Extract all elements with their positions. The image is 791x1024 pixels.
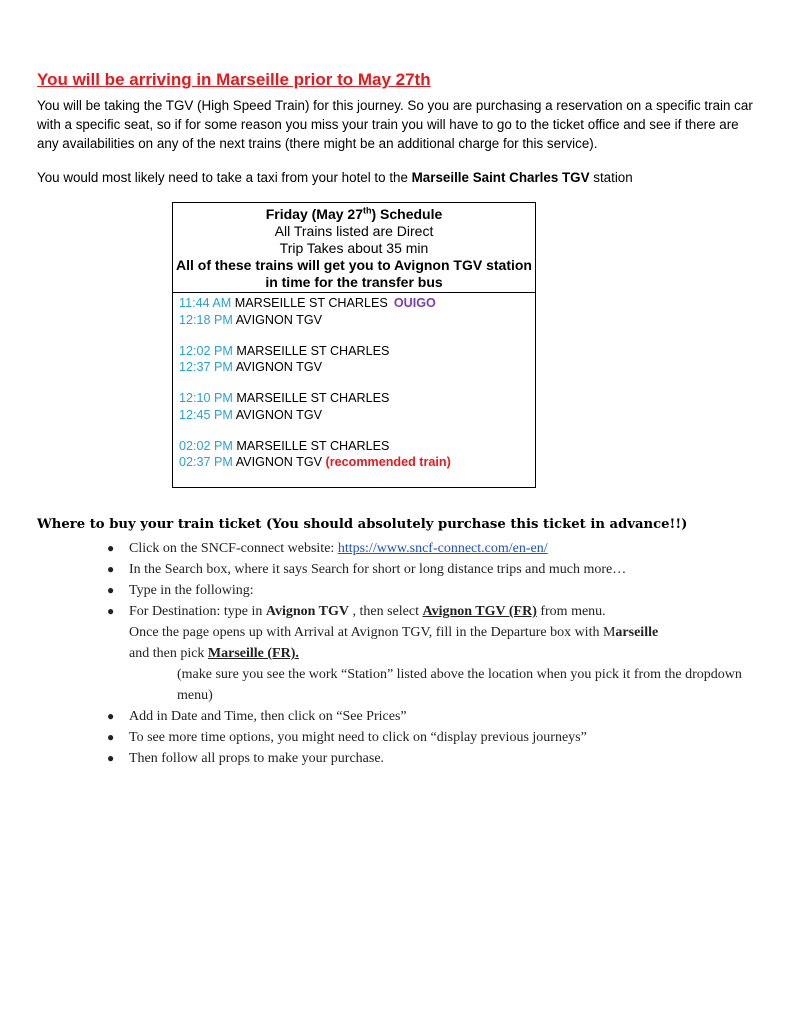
schedule-day-heading: Friday (May 27th) Schedule bbox=[265, 205, 443, 222]
taxi-text-before: You would most likely need to take a taxi from your hotel to the bbox=[37, 170, 412, 185]
departure-time: 12:02 PM bbox=[179, 343, 233, 358]
arrival-station: AVIGNON TGV bbox=[235, 407, 323, 422]
bullet-icon: ● bbox=[107, 751, 115, 765]
ouigo-tag: OUIGO bbox=[393, 296, 436, 310]
list-item: ● Then follow all props to make your purchase. bbox=[107, 748, 767, 769]
bullet-icon: ● bbox=[107, 604, 115, 618]
departure-time: 02:02 PM bbox=[179, 438, 233, 453]
schedule-box bbox=[172, 202, 536, 488]
arrival-station: AVIGNON TGV bbox=[235, 312, 323, 327]
train-item bbox=[179, 295, 535, 328]
train-item bbox=[179, 390, 535, 423]
arrival-time: 12:18 PM bbox=[179, 312, 233, 327]
station-name: Marseille Saint Charles TGV bbox=[411, 170, 590, 185]
taxi-text-after: station bbox=[589, 170, 633, 185]
sncf-connect-link[interactable]: https://www.sncf-connect.com/en-en/ bbox=[337, 541, 548, 556]
train-list bbox=[173, 293, 535, 471]
schedule-direct-note: All Trains listed are Direct bbox=[274, 223, 434, 239]
arrival-time: 02:37 PM bbox=[179, 455, 233, 469]
train-item bbox=[179, 343, 535, 376]
train-item bbox=[179, 438, 535, 471]
list-item: ● Add in Date and Time, then click on “See Prices” bbox=[107, 706, 767, 727]
recommended-badge: (recommended train) bbox=[325, 455, 451, 469]
departure-station: MARSEILLE ST CHARLES bbox=[236, 391, 390, 405]
arrival-station: AVIGNON TGV bbox=[235, 455, 323, 469]
arrival-time: 12:45 PM bbox=[179, 407, 233, 422]
list-item: ● For Destination: type in Avignon TGV , then select Avignon TGV (FR) from menu. bbox=[107, 601, 767, 622]
departure-station: MARSEILLE ST CHARLES bbox=[234, 296, 388, 310]
instruction-list bbox=[107, 538, 767, 769]
taxi-paragraph bbox=[37, 170, 757, 185]
list-item: ● To see more time options, you might need to click on “display previous journeys” bbox=[107, 727, 767, 748]
schedule-duration-note: Trip Takes about 35 min bbox=[279, 240, 429, 256]
intro-paragraph: You will be taking the TGV (High Speed Train) for this journey. So you are purchasing a reservation on a specific train car with a specific seat, so if for some reason you miss your train you will have to go to the ticket office and see if there are any availabilities on any of the next trains (there might be an additional charge for this service). bbox=[37, 98, 753, 151]
list-item-continuation: and then pick Marseille (FR). bbox=[129, 646, 299, 661]
dropdown-note: (make sure you see the work “Station” listed above the location when you pick it from the dropdown menu) bbox=[177, 667, 742, 703]
departure-station: MARSEILLE ST CHARLES bbox=[236, 438, 390, 453]
arrival-station: AVIGNON TGV bbox=[235, 360, 323, 374]
bullet-icon: ● bbox=[107, 730, 115, 744]
departure-time: 11:44 AM bbox=[179, 296, 232, 310]
schedule-header bbox=[173, 203, 535, 293]
bullet-icon: ● bbox=[107, 541, 115, 555]
arrival-time: 12:37 PM bbox=[179, 360, 233, 374]
bullet-icon: ● bbox=[107, 583, 115, 597]
list-item-continuation: Once the page opens up with Arrival at Avignon TGV, fill in the Departure box with Marseille bbox=[129, 625, 659, 640]
list-item: ● Click on the SNCF-connect website: https://www.sncf-connect.com/en-en/ bbox=[107, 538, 767, 559]
departure-station: MARSEILLE ST CHARLES bbox=[236, 343, 390, 358]
schedule-transfer-note: All of these trains will get you to Avignon TGV station in time for the transfer bus bbox=[176, 257, 532, 290]
ticket-section-heading: Where to buy your train ticket (You should absolutely purchase this ticket in advance!!) bbox=[37, 517, 688, 532]
departure-time: 12:10 PM bbox=[179, 391, 233, 405]
list-item: ● In the Search box, where it says Search for short or long distance trips and much more… bbox=[107, 559, 767, 580]
page-title: You will be arriving in Marseille prior to May 27th bbox=[37, 70, 431, 89]
bullet-icon: ● bbox=[107, 562, 115, 576]
list-item: ● Type in the following: bbox=[107, 580, 767, 601]
bullet-icon: ● bbox=[107, 709, 115, 723]
